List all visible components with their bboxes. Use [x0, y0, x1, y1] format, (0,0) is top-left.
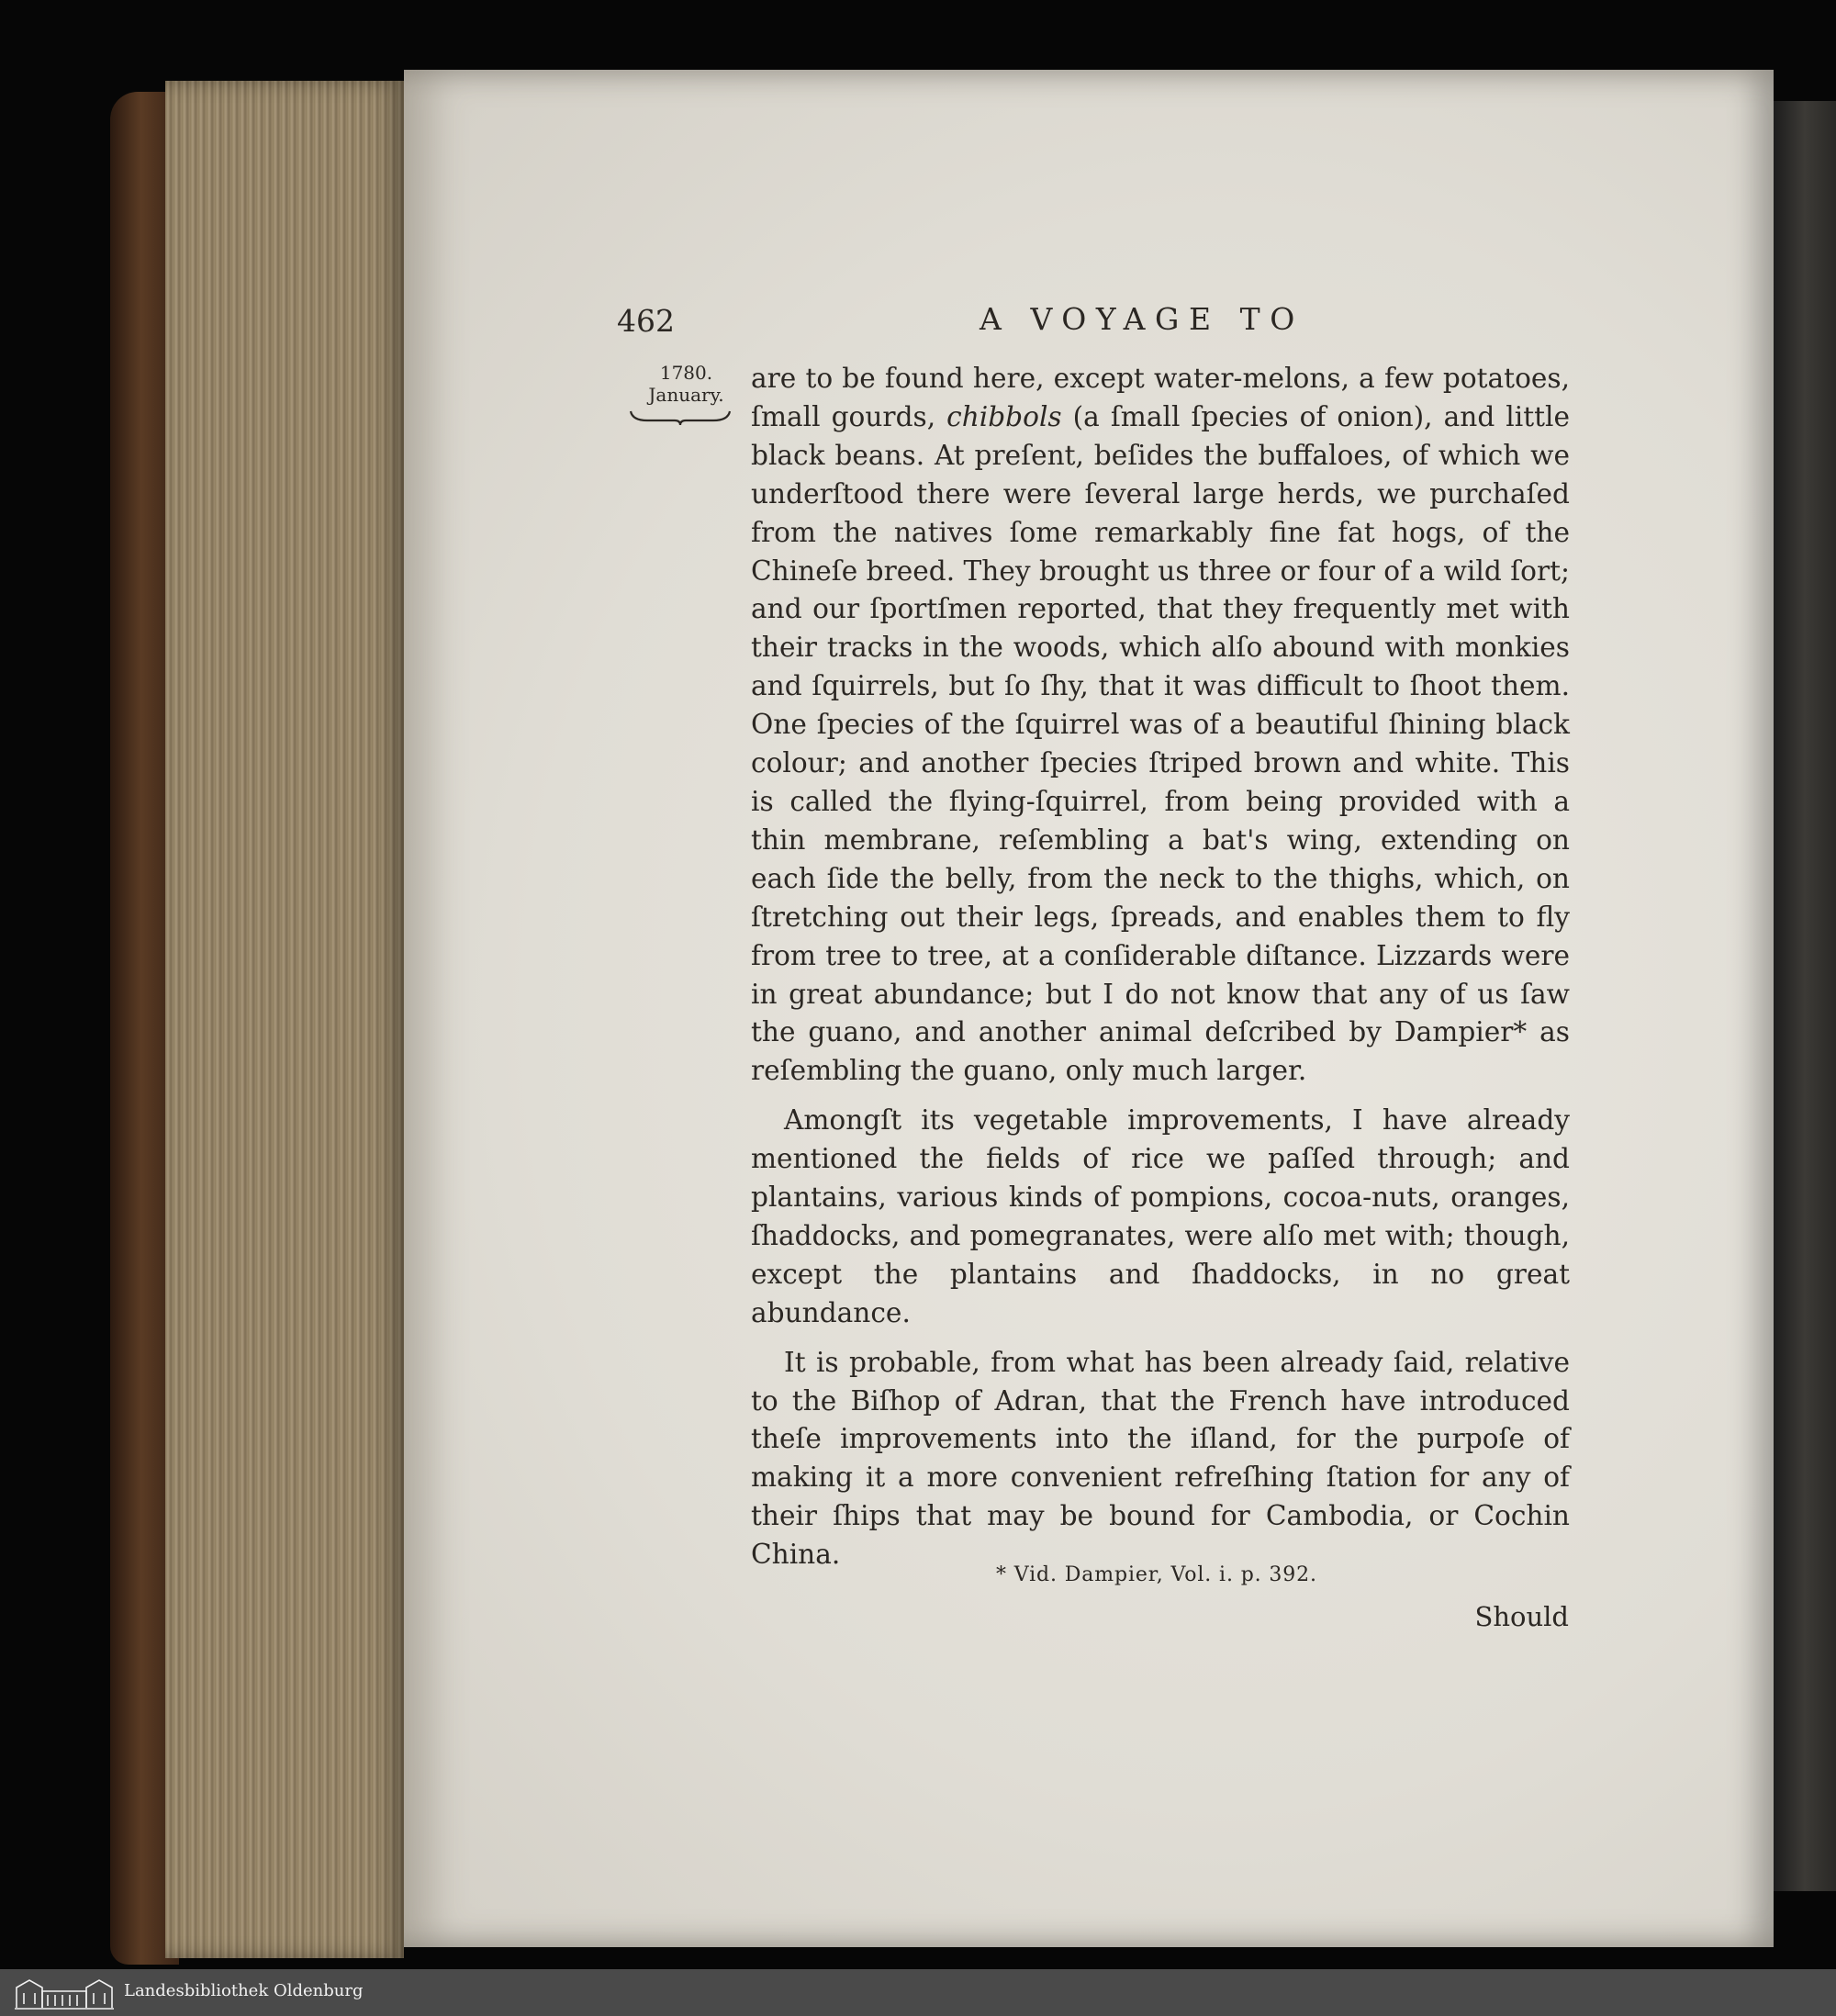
library-building-icon — [13, 1975, 116, 2011]
facing-page-edge — [1774, 101, 1836, 1891]
paragraph-1: are to be found here, except water-melons, a few potatoes, ſmall gourds, chibbols (a ſmall ſpecies of onion), and little black beans. At preſent, beſides the buffaloes, of which we underſtood there were ſeveral large herds, we purchaſed from the natives ſome remarkably fine fat hogs, of the Chineſe breed. They brought us three or four of a wild ſort; and our ſportſmen reported, that they frequently met with their tracks in the woods, which alſo abound with monkies and ſquirrels, but ſo ſhy, that it was difficult to ſhoot them. One ſpecies of the ſquirrel was of a beautiful ſhining black colour; and another ſpecies ſtriped brown and white. This is called the flying-ſquirrel, from being provided with a thin membrane, reſembling a bat's wing, extending on each ſide the belly, from the neck to the thighs, which, on ſtretching out their legs, ſpreads, and enables them to fly from tree to tree, at a conſiderable diſtance. Lizzards were in great abundance; but I do not know that any of us ſaw the guano, and another animal deſcribed by Dampier* as reſembling the guano, only much larger. — [751, 363, 1570, 1087]
running-head: A VOYAGE TO — [980, 301, 1304, 337]
margin-note-month: January. — [648, 384, 724, 406]
footnote: * Vid. Dampier, Vol. i. p. 392. — [996, 1563, 1317, 1586]
margin-note — [633, 362, 739, 406]
catchword: Should — [1474, 1601, 1569, 1632]
paragraph-2: Amongſt its vegetable improvements, I have already mentioned the fields of rice we paſſed through; and plantains, various kinds of pompions, cocoa-nuts, oranges, ſhaddocks, and pomegranates, were alſo met with; though, except the plantains and ſhaddocks, in no great abundance. — [751, 1104, 1570, 1328]
margin-brace-icon — [629, 409, 732, 426]
margin-note-year: 1780. — [659, 362, 713, 384]
page-number: 462 — [617, 303, 675, 339]
footer-bar — [0, 1969, 1836, 2016]
page-edges — [165, 81, 404, 1958]
main-text — [751, 360, 1570, 1574]
library-name: Landesbibliothek Oldenburg — [124, 1981, 364, 2000]
paragraph-3: It is probable, from what has been already ſaid, relative to the Biſhop of Adran, that the French have introduced theſe improvements into the iſland, for the purpoſe of making it a more convenient refreſhing ſtation for any of their ſhips that may be bound for Cambodia, or Cochin China. — [751, 1346, 1570, 1571]
